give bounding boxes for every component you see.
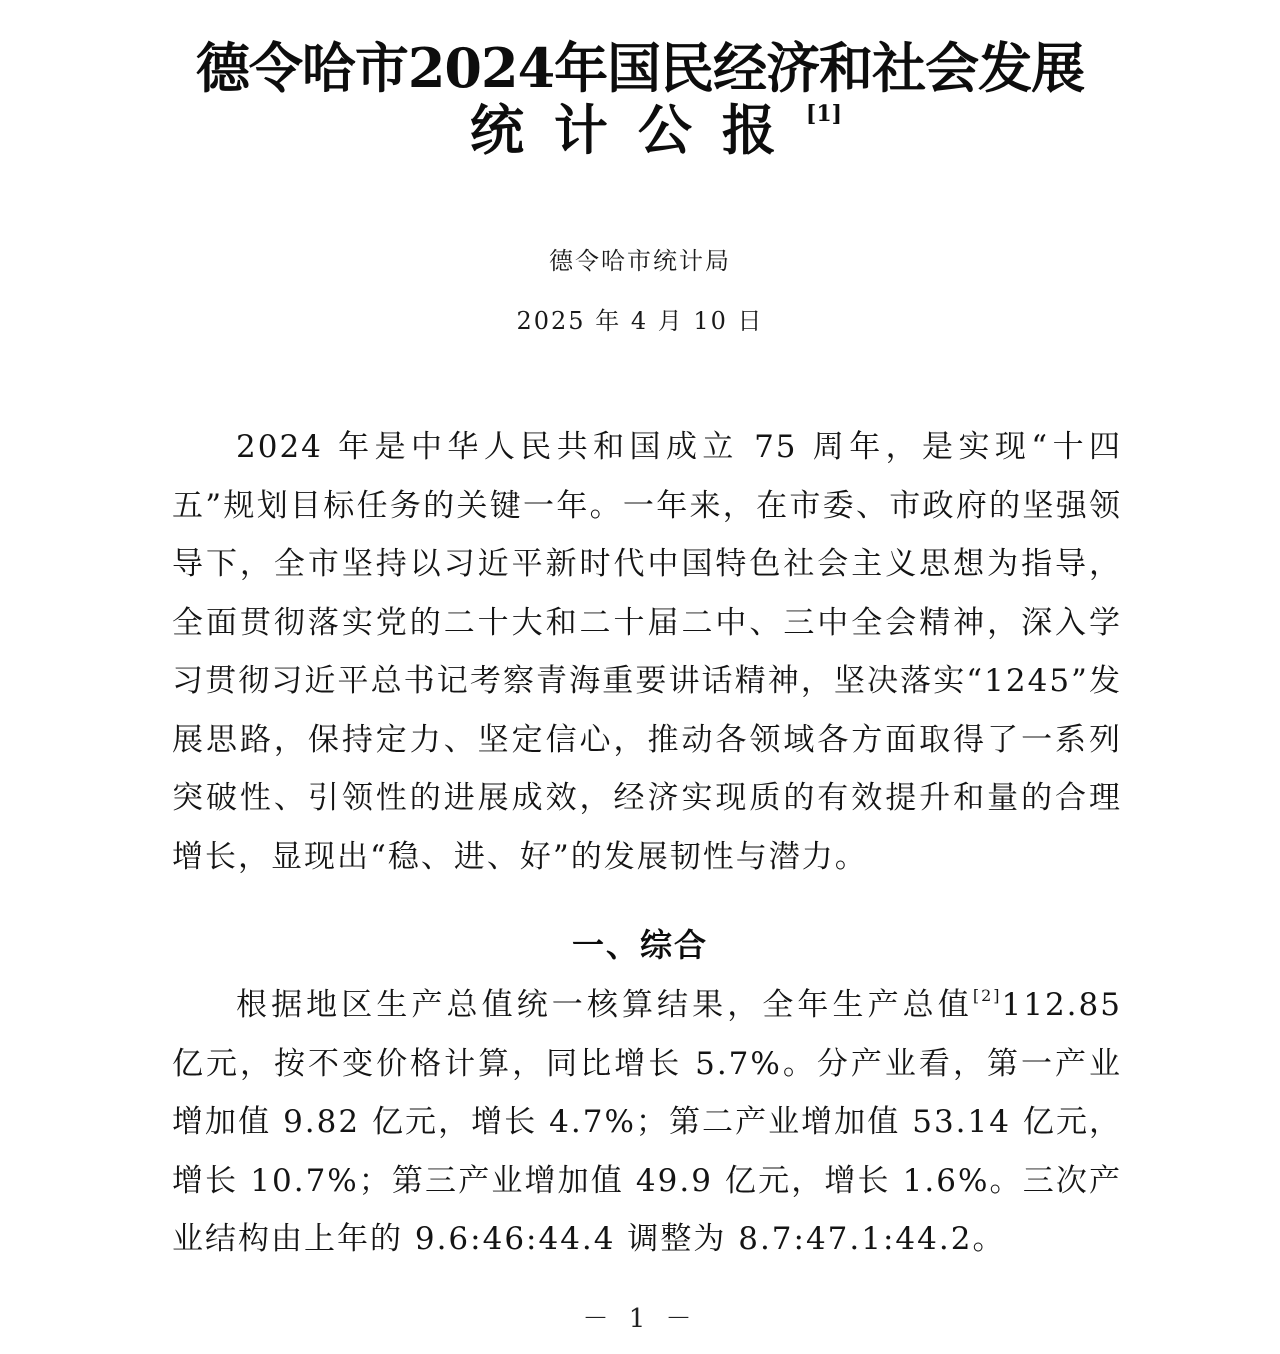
title-text-line-2: 统计公报 [469, 98, 806, 162]
title-text-line-1: 德令哈市2024年国民经济和社会发展 [195, 36, 1085, 100]
section-1-paragraph [172, 976, 1122, 1269]
issuer: 德令哈市统计局 [549, 247, 731, 275]
page-number: － 1 － [582, 1304, 698, 1334]
section-1-text-before-note: 根据地区生产总值统一核算结果，全年生产总值 [236, 987, 973, 1023]
intro-paragraph: 2024 年是中华人民共和国成立 75 周年，是实现“十四五”规划目标任务的关键一年。一年来，在市委、市政府的坚强领导下，全市坚持以习近平新时代中国特色社会主义思想为指导，全面贯彻落实党的二十大和二十届二中、三中全会精神，深入学习贯彻习近平总书记考察青海重要讲话精神，坚决落实“1245”发展思路，保持定力、坚定信心，推动各领域各方面取得了一系列突破性、引领性的进展成效，经济实现质的有效提升和量的合理增长，显现出“稳、进、好”的发展韧性与潜力。 [172, 429, 1122, 875]
document-title-line-2 [0, 100, 1280, 160]
section-1-text-after-note: 112.85 亿元，按不变价格计算，同比增长 5.7%。分产业看，第一产业增加值 9.82 亿元，增长 4.7%；第二产业增加值 53.14 亿元，增长 10.7%；第三产业增加值 49.9 亿元，增长 1.6%。三次产业结构由上年的 9.6:46:44.4 调整为 8.7:47.1:44.2。 [172, 987, 1122, 1257]
section-heading-general: 一、综合 [571, 926, 708, 964]
document-title-line-1 [0, 38, 1280, 98]
title-footnote-mark[interactable]: [1] [805, 101, 843, 127]
section-1-footnote-mark[interactable]: [2] [972, 986, 1002, 1005]
publish-date: 2025 年 4 月 10 日 [516, 307, 764, 335]
